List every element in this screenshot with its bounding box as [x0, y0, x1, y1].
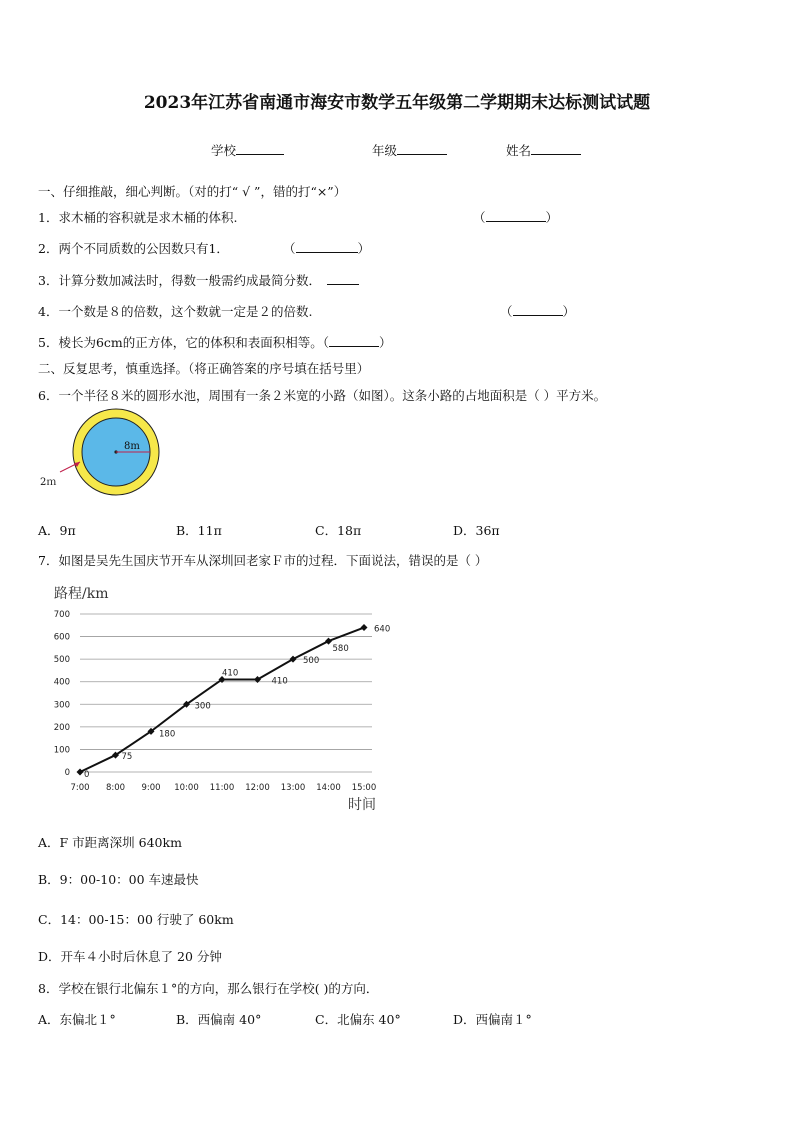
school-blank[interactable] [236, 142, 284, 155]
paren-right: ） [357, 241, 371, 256]
answer-blank[interactable] [486, 209, 546, 222]
point-1500 [361, 624, 368, 631]
grade-blank[interactable] [397, 142, 447, 155]
q6-option-d[interactable]: D．36π [453, 523, 500, 538]
q1-answer[interactable] [473, 208, 558, 226]
paren-left: （ [473, 210, 486, 225]
question-3-text: 3．计算分数加减法时，得数一般需约成最简分数． [38, 273, 321, 288]
question-6: 6．一个半径８米的圆形水池，周围有一条２米宽的小路（如图）。这条小路的占地面积是（ ）平方米。 [38, 388, 607, 403]
x-axis-label: 时间 [348, 797, 376, 813]
school-label: 学校 [211, 143, 237, 158]
distance-series-line [80, 628, 364, 772]
data-labels [84, 625, 390, 780]
q4-answer[interactable] [500, 302, 575, 320]
x-tick-900: 9:00 [141, 783, 161, 793]
data-label-1200: 410 [271, 676, 288, 687]
section-2-heading: 二、反复思考，慎重选择。（将正确答案的序号填在括号里） [38, 361, 370, 376]
q2-answer[interactable] [283, 239, 370, 257]
data-label-1300: 500 [303, 656, 320, 667]
paren-left: （ [500, 304, 513, 319]
pool-figure [38, 412, 168, 494]
data-label-700: 0 [84, 770, 90, 780]
q7-option-a[interactable]: A．F 市距离深圳 640km [38, 835, 182, 850]
y-tick-700: 700 [53, 610, 70, 620]
grade-field [372, 141, 447, 159]
question-5 [38, 333, 392, 351]
x-tick-1200: 12:00 [245, 783, 270, 793]
data-label-900: 180 [159, 729, 176, 740]
y-tick-500: 500 [53, 655, 70, 666]
data-label-1100: 410 [222, 668, 239, 679]
answer-blank[interactable] [327, 272, 359, 285]
y-tick-0: 0 [64, 768, 70, 778]
question-7: 7．如图是吴先生国庆节开车从深圳回老家Ｆ市的过程．下面说法，错误的是（ ） [38, 553, 488, 568]
width-label: 2ｍ [40, 477, 57, 488]
q6-option-a[interactable]: A．9π [38, 523, 76, 538]
question-5-text: 5．棱长为6cm的正方体，它的体积和表面积相等。（ [38, 335, 330, 350]
question-3 [38, 271, 359, 289]
x-tick-1000: 10:00 [174, 783, 199, 793]
question-4: 4．一个数是８的倍数，这个数就一定是２的倍数. [38, 304, 313, 319]
y-tick-200: 200 [53, 722, 70, 733]
q8-option-a[interactable]: A．东偏北１° [38, 1012, 116, 1027]
answer-blank[interactable] [296, 240, 358, 253]
y-tick-100: 100 [53, 745, 70, 756]
point-1400 [325, 638, 332, 645]
answer-blank[interactable] [513, 303, 563, 316]
paren-right: ） [545, 210, 559, 225]
y-axis-label: 路程/km [54, 586, 109, 602]
q7-option-c[interactable]: C．14：00-15：00 行驶了 60km [38, 912, 234, 927]
data-label-1400: 580 [332, 644, 349, 655]
x-tick-800: 8:00 [105, 783, 126, 793]
paren-right: ） [379, 335, 392, 350]
q8-option-d[interactable]: D．西偏南１° [453, 1012, 532, 1027]
x-tick-1300: 13:00 [280, 783, 306, 793]
q6-option-b[interactable]: B．11π [176, 523, 222, 538]
page-title: 2023年江苏省南通市海安市数学五年级第二学期期末达标测试试题 [143, 93, 651, 113]
radius-label: 8m [124, 441, 140, 452]
question-2: 2．两个不同质数的公因数只有1． [38, 241, 229, 256]
y-tick-400: 400 [53, 677, 70, 688]
question-8: 8．学校在银行北偏东１°的方向，那么银行在学校( )的方向． [38, 981, 379, 996]
data-label-1500: 640 [374, 624, 391, 635]
y-tick-600: 600 [53, 632, 70, 643]
x-tick-1500: 15:00 [351, 783, 377, 793]
question-1: 1．求木桶的容积就是求木桶的体积. [38, 210, 238, 225]
data-label-800: 75 [121, 752, 133, 763]
answer-blank[interactable] [329, 334, 379, 347]
series-line [80, 628, 364, 772]
q6-option-c[interactable]: C．18π [315, 523, 362, 538]
y-tick-300: 300 [53, 700, 70, 711]
x-tick-700: 7:00 [70, 783, 90, 793]
paren-left: （ [283, 241, 296, 256]
name-field [506, 141, 581, 159]
distance-time-chart [48, 578, 391, 816]
name-label: 姓名 [506, 143, 532, 158]
y-tick-labels [54, 610, 70, 778]
name-blank[interactable] [531, 142, 581, 155]
q7-option-b[interactable]: B．9：00-10：00 车速最快 [38, 872, 199, 887]
section-1-heading: 一、仔细推敲，细心判断。（对的打“ √ ”，错的打“×”） [38, 184, 347, 199]
chart-grid [80, 614, 372, 772]
x-tick-labels [70, 783, 376, 793]
x-tick-1100: 11:00 [209, 783, 235, 793]
data-label-1000: 300 [194, 701, 211, 712]
x-tick-1400: 14:00 [316, 783, 341, 793]
q8-option-c[interactable]: C．北偏东 40° [315, 1012, 401, 1027]
grade-label: 年级 [372, 143, 398, 158]
paren-right: ） [562, 304, 576, 319]
point-700 [77, 769, 84, 776]
school-field [211, 141, 284, 159]
q8-option-b[interactable]: B．西偏南 40° [176, 1012, 262, 1027]
q7-option-d[interactable]: D．开车４小时后休息了 20 分钟 [38, 949, 222, 964]
